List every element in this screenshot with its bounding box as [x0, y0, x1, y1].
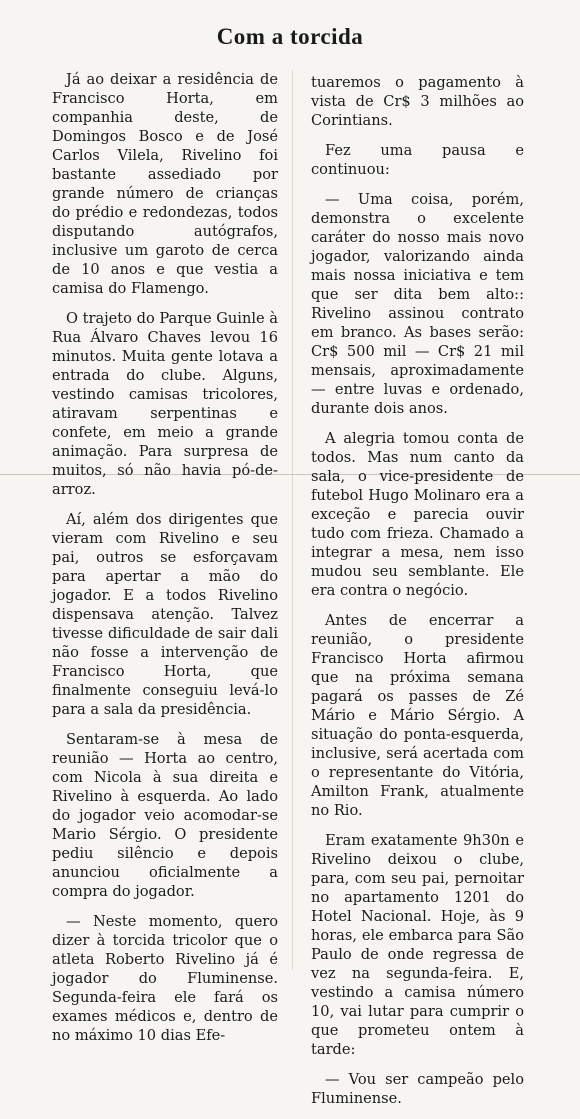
- article-paragraph: — Neste momento, quero dizer à torcida tricolor que o atleta Roberto Rivelino já é jogador do Fluminense. Segunda-feira ele fará os exames médicos e, dentro de no máximo 10 dias Efe-: [52, 913, 278, 1044]
- article-paragraph: — Uma coisa, porém, demonstra o excelente caráter do nosso mais novo jogador, valorizando ainda mais nossa iniciativa e tem que ser dita bem alto:: Rivelino assinou contrato em branco. As bases serão: Cr$ 500 mil — Cr$ 21 mil mensais, aproximadamente — entre luvas e ordenado, durante dois anos.: [311, 191, 524, 417]
- article-paragraph: Fez uma pausa e continuou:: [311, 142, 524, 178]
- article-paragraph: O trajeto do Parque Guinle à Rua Álvaro Chaves levou 16 minutos. Muita gente lotava a entrada do clube. Alguns, vestindo camisas tricolores, atiravam serpentinas e confete, em meio a grande animação. Para surpresa de muitos, só não havia pó-de-arroz.: [52, 310, 278, 498]
- article-paragraph: Antes de encerrar a reunião, o presidente Francisco Horta afirmou que na próxima semana pagará os passes de Zé Mário e Mário Sérgio. A situação do ponta-esquerda, inclusive, será acertada com o representante do Vitória, Amilton Frank, atualmente no Rio.: [311, 612, 524, 819]
- article-paragraph: Aí, além dos dirigentes que vieram com Rivelino e seu pai, outros se esforçavam para apertar a mão do jogador. E a todos Rivelino dispensava atenção. Talvez tivesse dificuldade de sair dali não fosse a intervenção de Francisco Horta, que finalmente conseguiu levá-lo para a sala da presidência.: [52, 511, 278, 718]
- column-rule: [292, 70, 293, 970]
- article-paragraph: tuaremos o pagamento à vista de Cr$ 3 milhões ao Corintians.: [311, 74, 524, 129]
- article-paragraph: — Vou ser campeão pelo Fluminense.: [311, 1071, 524, 1107]
- article-paragraph: Sentaram-se à mesa de reunião — Horta ao centro, com Nicola à sua direita e Rivelino à esquerda. Ao lado do jogador veio acomodar-se Mario Sérgio. O presidente pediu silêncio e depois anunciou oficialmente a compra do jogador.: [52, 731, 278, 900]
- article-paragraph: Já ao deixar a residência de Francisco Horta, em companhia deste, de Domingos Bosco e de José Carlos Vilela, Rivelino foi bastante assediado por grande número de crianças do prédio e redondezas, todos disputando autógrafos, inclusive um garoto de cerca de 10 anos e que vestia a camisa do Flamengo.: [52, 71, 278, 297]
- headline: Com a torcida: [216, 24, 364, 49]
- article-paragraph: A alegria tomou conta de todos. Mas num canto da sala, o vice-presidente de futebol Hugo Molinaro era a exceção e parecia ouvir tudo com frieza. Chamado a integrar a mesa, nem isso mudou seu semblante. Ele era contra o negócio.: [311, 430, 524, 599]
- article-paragraph: Eram exatamente 9h30n e Rivelino deixou o clube, para, com seu pai, pernoitar no apartamento 1201 do Hotel Nacional. Hoje, às 9 horas, ele embarca para São Paulo de onde regressa de vez na segunda-feira. E, vestindo a camisa número 10, vai lutar para cumprir o que prometeu ontem à tarde:: [311, 832, 524, 1058]
- left-column: [52, 70, 278, 1056]
- right-column: [311, 73, 524, 1119]
